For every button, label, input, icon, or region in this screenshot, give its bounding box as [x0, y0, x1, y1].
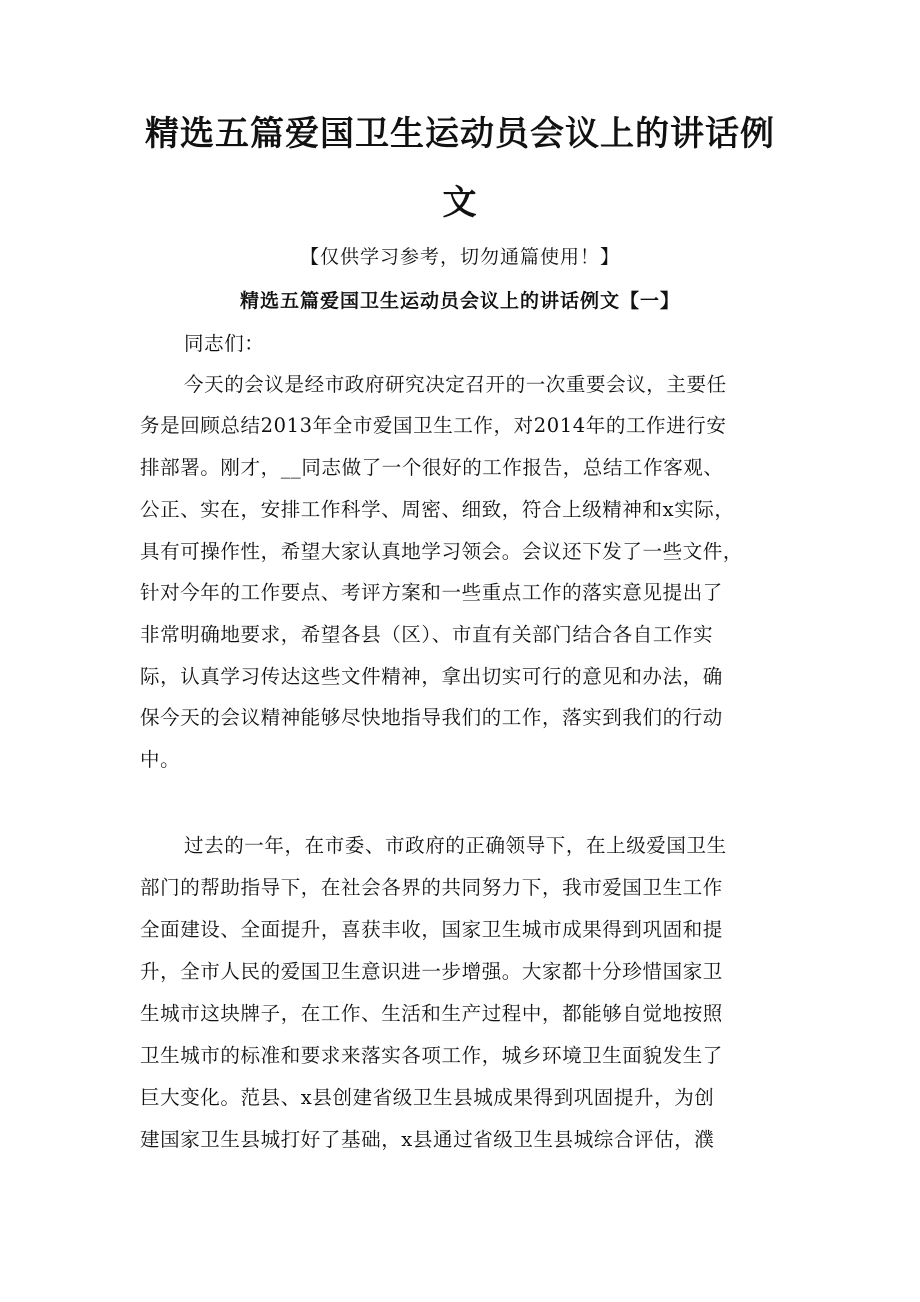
- salutation: 同志们：: [184, 332, 265, 355]
- paragraph-1-line-7: 非常明确地要求，希望各县（区）、市直有关部门结合各自工作实: [140, 623, 714, 646]
- paragraph-2-line-4: 升，全市人民的爱国卫生意识进一步增强。大家都十分珍惜国家卫: [140, 960, 723, 983]
- paragraph-1-line-8: 际，认真学习传达这些文件精神，拿出切实可行的意见和办法，确: [140, 665, 723, 688]
- paragraph-2-line-6: 卫生城市的标准和要求来落实各项工作，城乡环境卫生面貌发生了: [140, 1044, 723, 1067]
- paragraph-2-line-1: 过去的一年，在市委、市政府的正确领导下，在上级爱国卫生: [184, 834, 727, 857]
- paragraph-1-line-5: 具有可操作性，希望大家认真地学习领会。会议还下发了一些文件，: [140, 540, 744, 563]
- paragraph-1-line-6: 针对今年的工作要点、考评方案和一些重点工作的落实意见提出了: [140, 581, 723, 604]
- usage-notice: 【仅供学习参考，切勿通篇使用！】: [299, 246, 620, 268]
- paragraph-1-line-3: 排部署。刚才，__同志做了一个很好的工作报告，总结工作客观、: [140, 456, 724, 479]
- document-title-line-1: 精选五篇爱国卫生运动员会议上的讲话例: [145, 114, 775, 154]
- paragraph-2-line-2: 部门的帮助指导下，在社会各界的共同努力下，我市爱国卫生工作: [140, 876, 723, 899]
- paragraph-1-line-1: 今天的会议是经市政府研究决定召开的一次重要会议，主要任: [184, 373, 727, 396]
- document-title-line-2: 文: [442, 183, 478, 223]
- paragraph-1-line-9: 保今天的会议精神能够尽快地指导我们的工作，落实到我们的行动: [140, 706, 723, 729]
- paragraph-2-line-3: 全面建设、全面提升，喜获丰收，国家卫生城市成果得到巩固和提: [140, 918, 723, 941]
- section-title: 精选五篇爱国卫生运动员会议上的讲话例文【一】: [239, 290, 680, 312]
- paragraph-1-line-4: 公正、实在，安排工作科学、周密、细致，符合上级精神和x实际，: [140, 498, 735, 521]
- paragraph-2-line-5: 生城市这块牌子，在工作、生活和生产过程中，都能够自觉地按照: [140, 1002, 723, 1025]
- paragraph-2-line-7: 巨大变化。范县、x县创建省级卫生县城成果得到巩固提升，为创: [140, 1086, 715, 1109]
- paragraph-1-line-2: 务是回顾总结2013年全市爱国卫生工作，对2014年的工作进行安: [140, 414, 727, 437]
- paragraph-2-line-8: 建国家卫生县城打好了基础，x县通过省级卫生县城综合评估，濮: [140, 1128, 715, 1151]
- paragraph-1-line-10: 中。: [140, 748, 181, 771]
